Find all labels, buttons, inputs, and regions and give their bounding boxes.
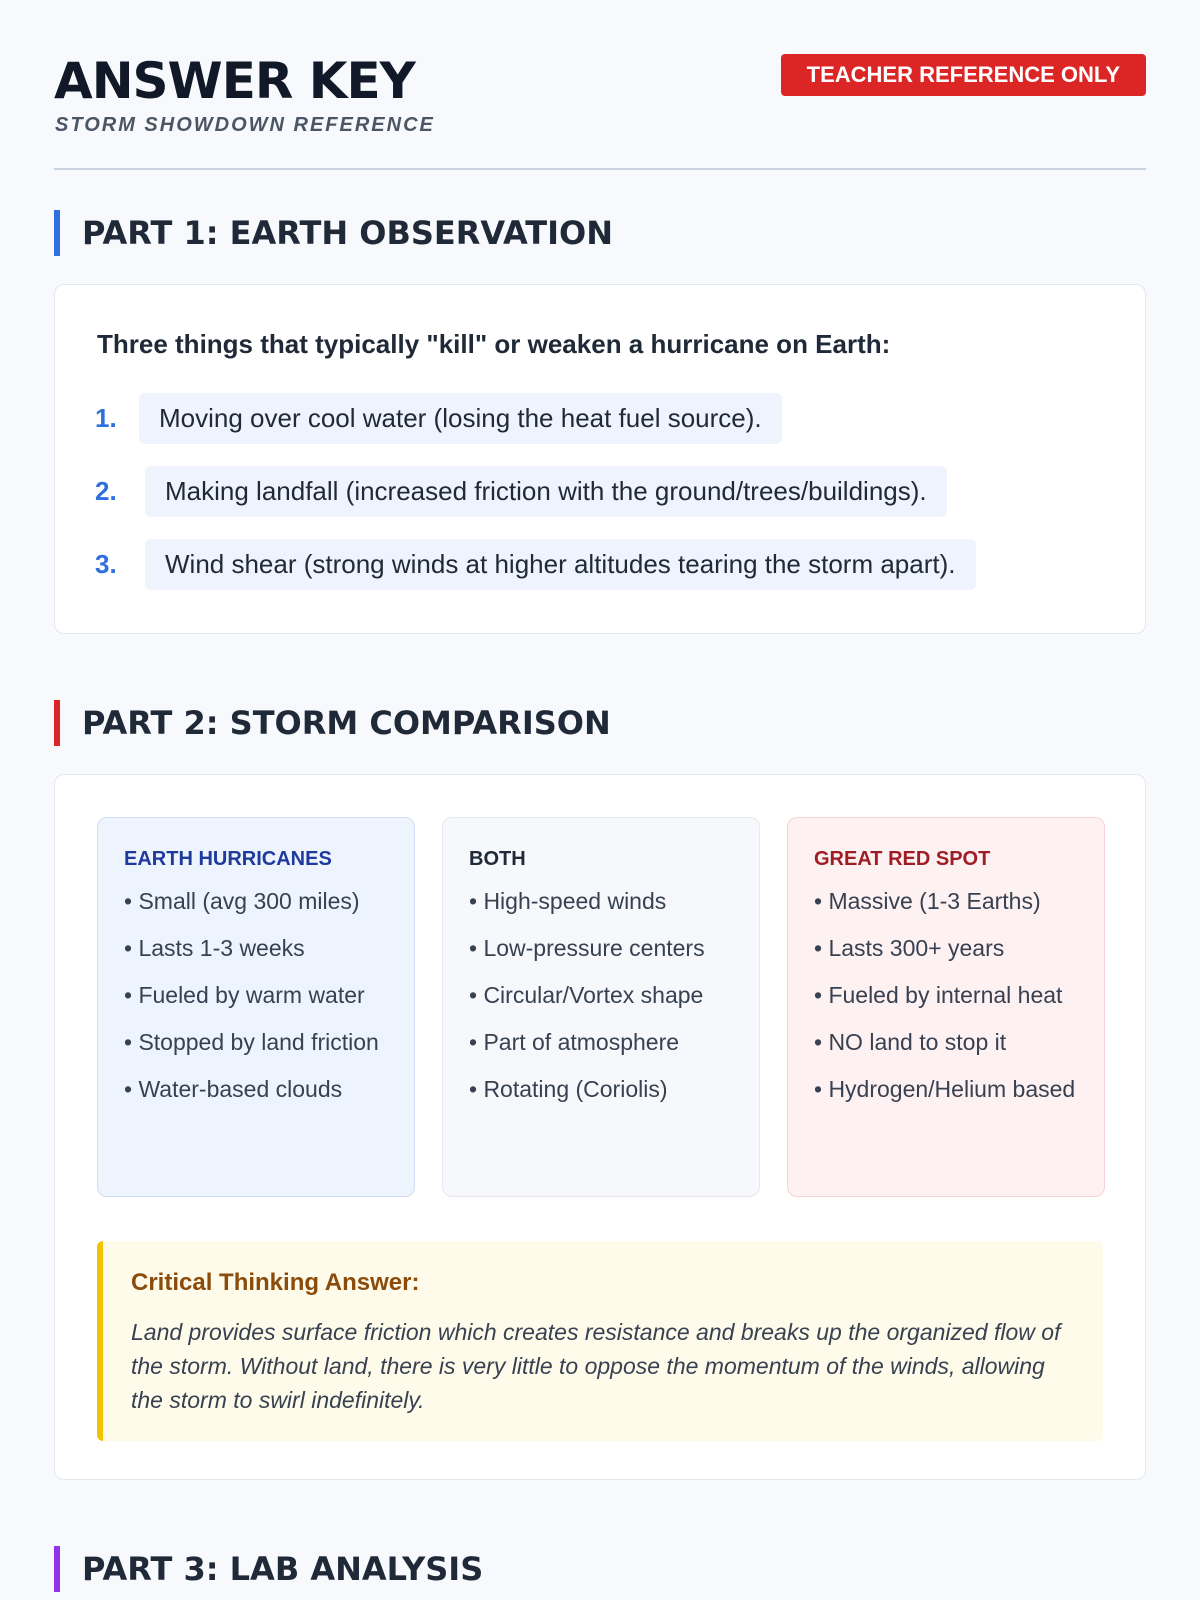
answer-number: 1.	[95, 403, 117, 433]
part3-title: PART 3: LAB ANALYSIS	[82, 1550, 484, 1588]
part2-accent-bar	[54, 700, 60, 746]
both-list	[469, 885, 733, 1106]
page-title: ANSWER KEY	[54, 52, 415, 110]
answer-number: 2.	[95, 476, 117, 506]
page-subtitle: STORM SHOWDOWN REFERENCE	[55, 114, 435, 136]
teacher-reference-badge: TEACHER REFERENCE ONLY	[781, 54, 1146, 96]
list-item: • Fueled by warm water	[124, 982, 365, 1008]
page-header	[54, 0, 1146, 170]
list-item: • Hydrogen/Helium based	[814, 1076, 1076, 1102]
list-item: • Massive (1-3 Earths)	[814, 888, 1041, 914]
both-title: BOTH	[469, 848, 526, 870]
part2-title: PART 2: STORM COMPARISON	[82, 704, 611, 742]
part2-heading	[54, 700, 611, 746]
list-item: • Lasts 1-3 weeks	[124, 935, 305, 961]
part1-accent-bar	[54, 210, 60, 256]
list-item: • Small (avg 300 miles)	[124, 888, 360, 914]
list-item: • Low-pressure centers	[469, 935, 705, 961]
both-column	[442, 817, 760, 1197]
part3-heading	[54, 1546, 483, 1592]
answer-text: Wind shear (strong winds at higher altitudes tearing the storm apart).	[145, 539, 976, 590]
part1-heading	[54, 210, 613, 256]
earth-hurricanes-list	[124, 885, 388, 1106]
list-item: • Stopped by land friction	[124, 1029, 379, 1055]
critical-thinking-body: Land provides surface friction which creates resistance and breaks up the organized flow of the storm. Without land, there is very little to oppose the momentum of the winds, allowing the storm to swirl indefinitely.	[131, 1319, 1061, 1413]
list-item: • Fueled by internal heat	[814, 982, 1063, 1008]
earth-observation-card	[54, 284, 1146, 634]
great-red-spot-column	[787, 817, 1105, 1197]
list-item: • NO land to stop it	[814, 1029, 1007, 1055]
list-item: • Lasts 300+ years	[814, 935, 1005, 961]
list-item: • Water-based clouds	[124, 1076, 343, 1102]
earth-hurricanes-column	[97, 817, 415, 1197]
earth-hurricanes-title: EARTH HURRICANES	[124, 848, 332, 870]
list-item: • Part of atmosphere	[469, 1029, 680, 1055]
critical-thinking-callout	[97, 1241, 1103, 1441]
answer-key-page	[0, 0, 1200, 170]
answer-item	[95, 393, 782, 444]
storm-comparison-card	[54, 774, 1146, 1480]
part1-prompt: Three things that typically "kill" or weaken a hurricane on Earth:	[97, 329, 891, 359]
answer-number: 3.	[95, 549, 117, 579]
critical-thinking-title: Critical Thinking Answer:	[131, 1269, 420, 1296]
list-item: • High-speed winds	[469, 888, 667, 914]
list-item: • Rotating (Coriolis)	[469, 1076, 668, 1102]
answer-item	[95, 539, 976, 590]
list-item: • Circular/Vortex shape	[469, 982, 704, 1008]
great-red-spot-list	[814, 885, 1078, 1106]
great-red-spot-title: GREAT RED SPOT	[814, 848, 991, 870]
answer-item	[95, 466, 947, 517]
answer-text: Making landfall (increased friction with the ground/trees/buildings).	[145, 466, 947, 517]
part1-title: PART 1: EARTH OBSERVATION	[82, 214, 613, 252]
part3-accent-bar	[54, 1546, 60, 1592]
answer-text: Moving over cool water (losing the heat fuel source).	[139, 393, 782, 444]
